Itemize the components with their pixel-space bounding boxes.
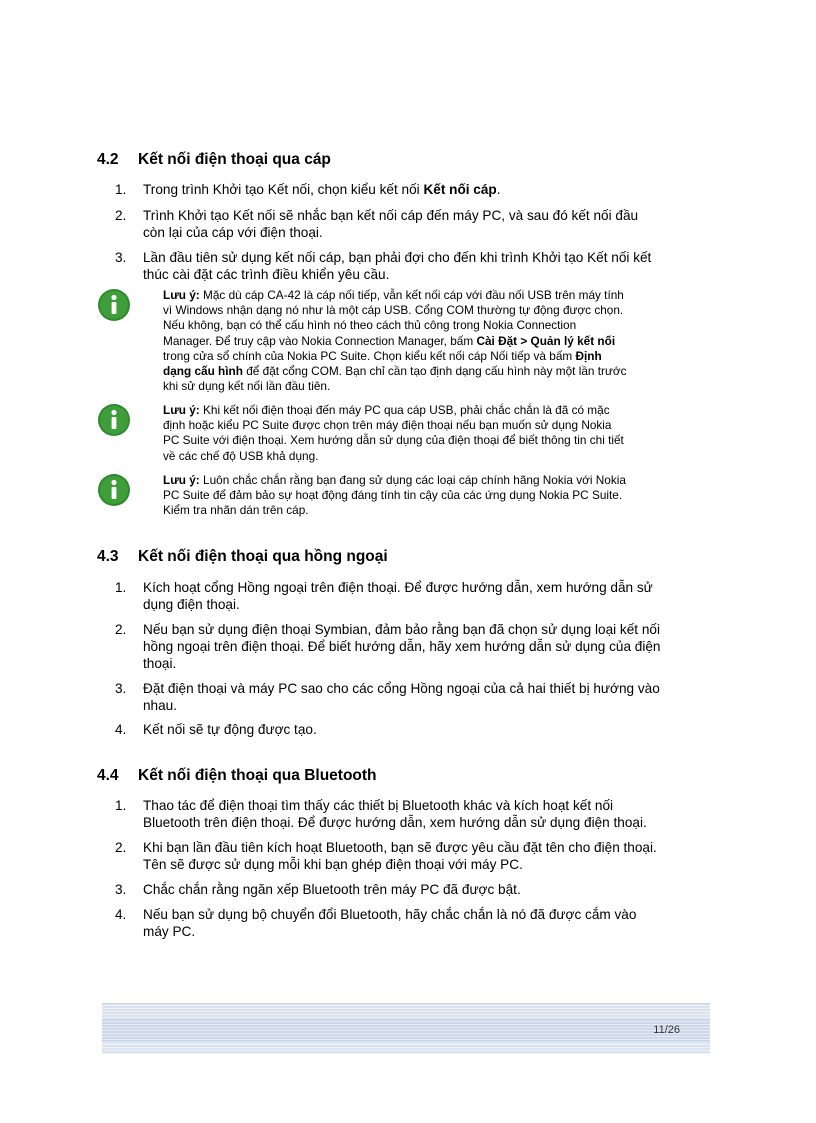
note-text	[163, 403, 713, 464]
step-text: Nếu bạn sử dụng bộ chuyển đổi Bluetooth, hãy chắc chắn là nó đã được cắm vào	[143, 907, 637, 922]
note-line: Luôn chắc chắn rằng bạn đang sử dụng các loại cáp chính hãng Nokia với Nokia	[199, 473, 626, 487]
list-item	[115, 906, 715, 940]
note-text	[163, 473, 713, 519]
note-text	[163, 288, 713, 394]
step-number: 1.	[115, 798, 127, 813]
list-item	[115, 207, 715, 241]
page-number: 11/26	[653, 1024, 680, 1036]
note-label: Lưu ý:	[163, 288, 200, 302]
step-number: 1.	[115, 580, 127, 595]
list-item	[115, 249, 715, 283]
step-number: 2.	[115, 840, 127, 855]
step-text: Trình Khởi tạo Kết nối sẽ nhắc bạn kết nối cáp đến máy PC, và sau đó kết nối đầu	[143, 208, 639, 223]
note-bold: Định	[575, 348, 602, 363]
note-line: Mặc dù cáp CA-42 là cáp nối tiếp, vẫn kết nối cáp với đầu nối USB trên máy tính	[199, 288, 624, 302]
list-item	[115, 579, 715, 613]
step-text: thúc cài đặt các trình điều khiển yêu cầu.	[143, 267, 390, 282]
section-number: 4.3	[97, 548, 119, 565]
step-text: Bluetooth trên điện thoại. Để được hướng dẫn, xem hướng dẫn sử dụng điện thoại.	[143, 815, 647, 830]
note-bold: dạng cấu hình	[163, 364, 243, 379]
step-text: nhau.	[143, 698, 178, 713]
section-title: Kết nối điện thoại qua hồng ngoại	[138, 548, 388, 565]
info-icon	[97, 288, 131, 322]
page-footer	[102, 1003, 710, 1054]
note-line: khi sử dụng kết nối lần đầu tiên.	[163, 379, 331, 394]
step-text: thoại.	[143, 656, 177, 671]
list-item	[115, 797, 715, 831]
step-text: Kết nối sẽ tự động được tạo.	[143, 722, 317, 737]
note-label: Lưu ý:	[163, 403, 200, 417]
note-line: Kiểm tra nhãn dán trên cáp.	[163, 503, 309, 518]
step-number: 3.	[115, 250, 127, 265]
section-title: Kết nối điện thoại qua Bluetooth	[138, 767, 377, 784]
list-item	[115, 839, 715, 873]
step-number: 2.	[115, 622, 127, 637]
step-text: Đặt điện thoại và máy PC sao cho các cổng Hồng ngoại của cả hai thiết bị hướng vào	[143, 681, 660, 696]
step-text: Tên sẽ được sử dụng mỗi khi bạn ghép điện thoại với máy PC.	[143, 857, 523, 872]
step-text: Thao tác để điện thoại tìm thấy các thiết bị Bluetooth khác và kích hoạt kết nối	[143, 798, 614, 813]
note-line: trong cửa sổ chính của Nokia PC Suite. Chọn kiểu kết nối cáp Nối tiếp và bấm	[163, 348, 576, 363]
step-number: 3.	[115, 882, 127, 897]
info-icon	[97, 473, 131, 507]
list-item	[115, 721, 715, 738]
list-item	[115, 680, 715, 714]
note-label: Lưu ý:	[163, 473, 200, 487]
step-text: còn lại của cáp với điện thoại.	[143, 225, 323, 240]
list-item	[115, 621, 715, 672]
section-heading-4-2	[97, 151, 331, 169]
step-text: Nếu bạn sử dụng điện thoại Symbian, đảm bảo rằng bạn đã chọn sử dụng loại kết nối	[143, 622, 660, 637]
note-line: Manager. Để truy cập vào Nokia Connection Manager, bấm	[163, 333, 477, 348]
step-text: dụng điện thoại.	[143, 597, 240, 612]
step-text: Chắc chắn rằng ngăn xếp Bluetooth trên máy PC đã được bật.	[143, 882, 521, 897]
note-line: PC Suite với điện thoại. Xem hướng dẫn sử dụng của điện thoại để biết thông tin chi tiết	[163, 433, 624, 448]
step-text: máy PC.	[143, 924, 196, 939]
note-line: Nếu không, bạn có thể cấu hình nó theo cách thủ công trong Nokia Connection	[163, 318, 577, 333]
step-text: Lần đầu tiên sử dụng kết nối cáp, bạn phải đợi cho đến khi trình Khởi tạo Kết nối kết	[143, 250, 652, 265]
section-number: 4.2	[97, 151, 119, 168]
step-number: 2.	[115, 208, 127, 223]
note-line: Khi kết nối điện thoại đến máy PC qua cáp USB, phải chắc chắn là đã có mặc	[199, 403, 610, 417]
footer-band	[102, 1019, 710, 1043]
step-text: Khi bạn lần đầu tiên kích hoạt Bluetooth, bạn sẽ được yêu cầu đặt tên cho điện thoại.	[143, 840, 657, 855]
step-text: .	[496, 182, 501, 197]
step-text: Trong trình Khởi tạo Kết nối, chọn kiểu kết nối	[143, 182, 424, 197]
note-bold: Cài Đặt > Quản lý kết nối	[476, 333, 616, 348]
step-text: Kích hoạt cổng Hồng ngoại trên điện thoại. Để được hướng dẫn, xem hướng dẫn sử	[143, 580, 653, 595]
step-number: 4.	[115, 907, 127, 922]
step-number: 3.	[115, 681, 127, 696]
list-item	[115, 881, 715, 898]
step-number: 4.	[115, 722, 127, 737]
step-text: hồng ngoại trên điện thoại. Để biết hướng dẫn, hãy xem hướng dẫn sử dụng của điện	[143, 639, 661, 654]
section-number: 4.4	[97, 767, 119, 784]
step-number: 1.	[115, 182, 127, 197]
step-text-bold: Kết nối cáp	[423, 182, 497, 197]
section-title: Kết nối điện thoại qua cáp	[138, 151, 331, 168]
list-item	[115, 181, 715, 198]
note-line: vì Windows nhận dạng nó như là một cáp USB. Cổng COM thường tự động được chọn.	[163, 303, 624, 318]
note-line: về các chế độ USB khả dụng.	[163, 448, 319, 463]
note-line: định hoặc kiểu PC Suite được chọn trên máy điện thoại nếu bạn muốn sử dụng Nokia	[163, 418, 612, 433]
note-line: để đặt cổng COM. Bạn chỉ cần tạo định dạng cấu hình này một lần trước	[242, 364, 627, 379]
section-heading-4-3	[97, 548, 388, 566]
note-line: PC Suite để đảm bảo sự hoạt động đáng tính tin cậy của các ứng dụng Nokia PC Suite.	[163, 488, 623, 503]
info-icon	[97, 403, 131, 437]
section-heading-4-4	[97, 767, 377, 785]
